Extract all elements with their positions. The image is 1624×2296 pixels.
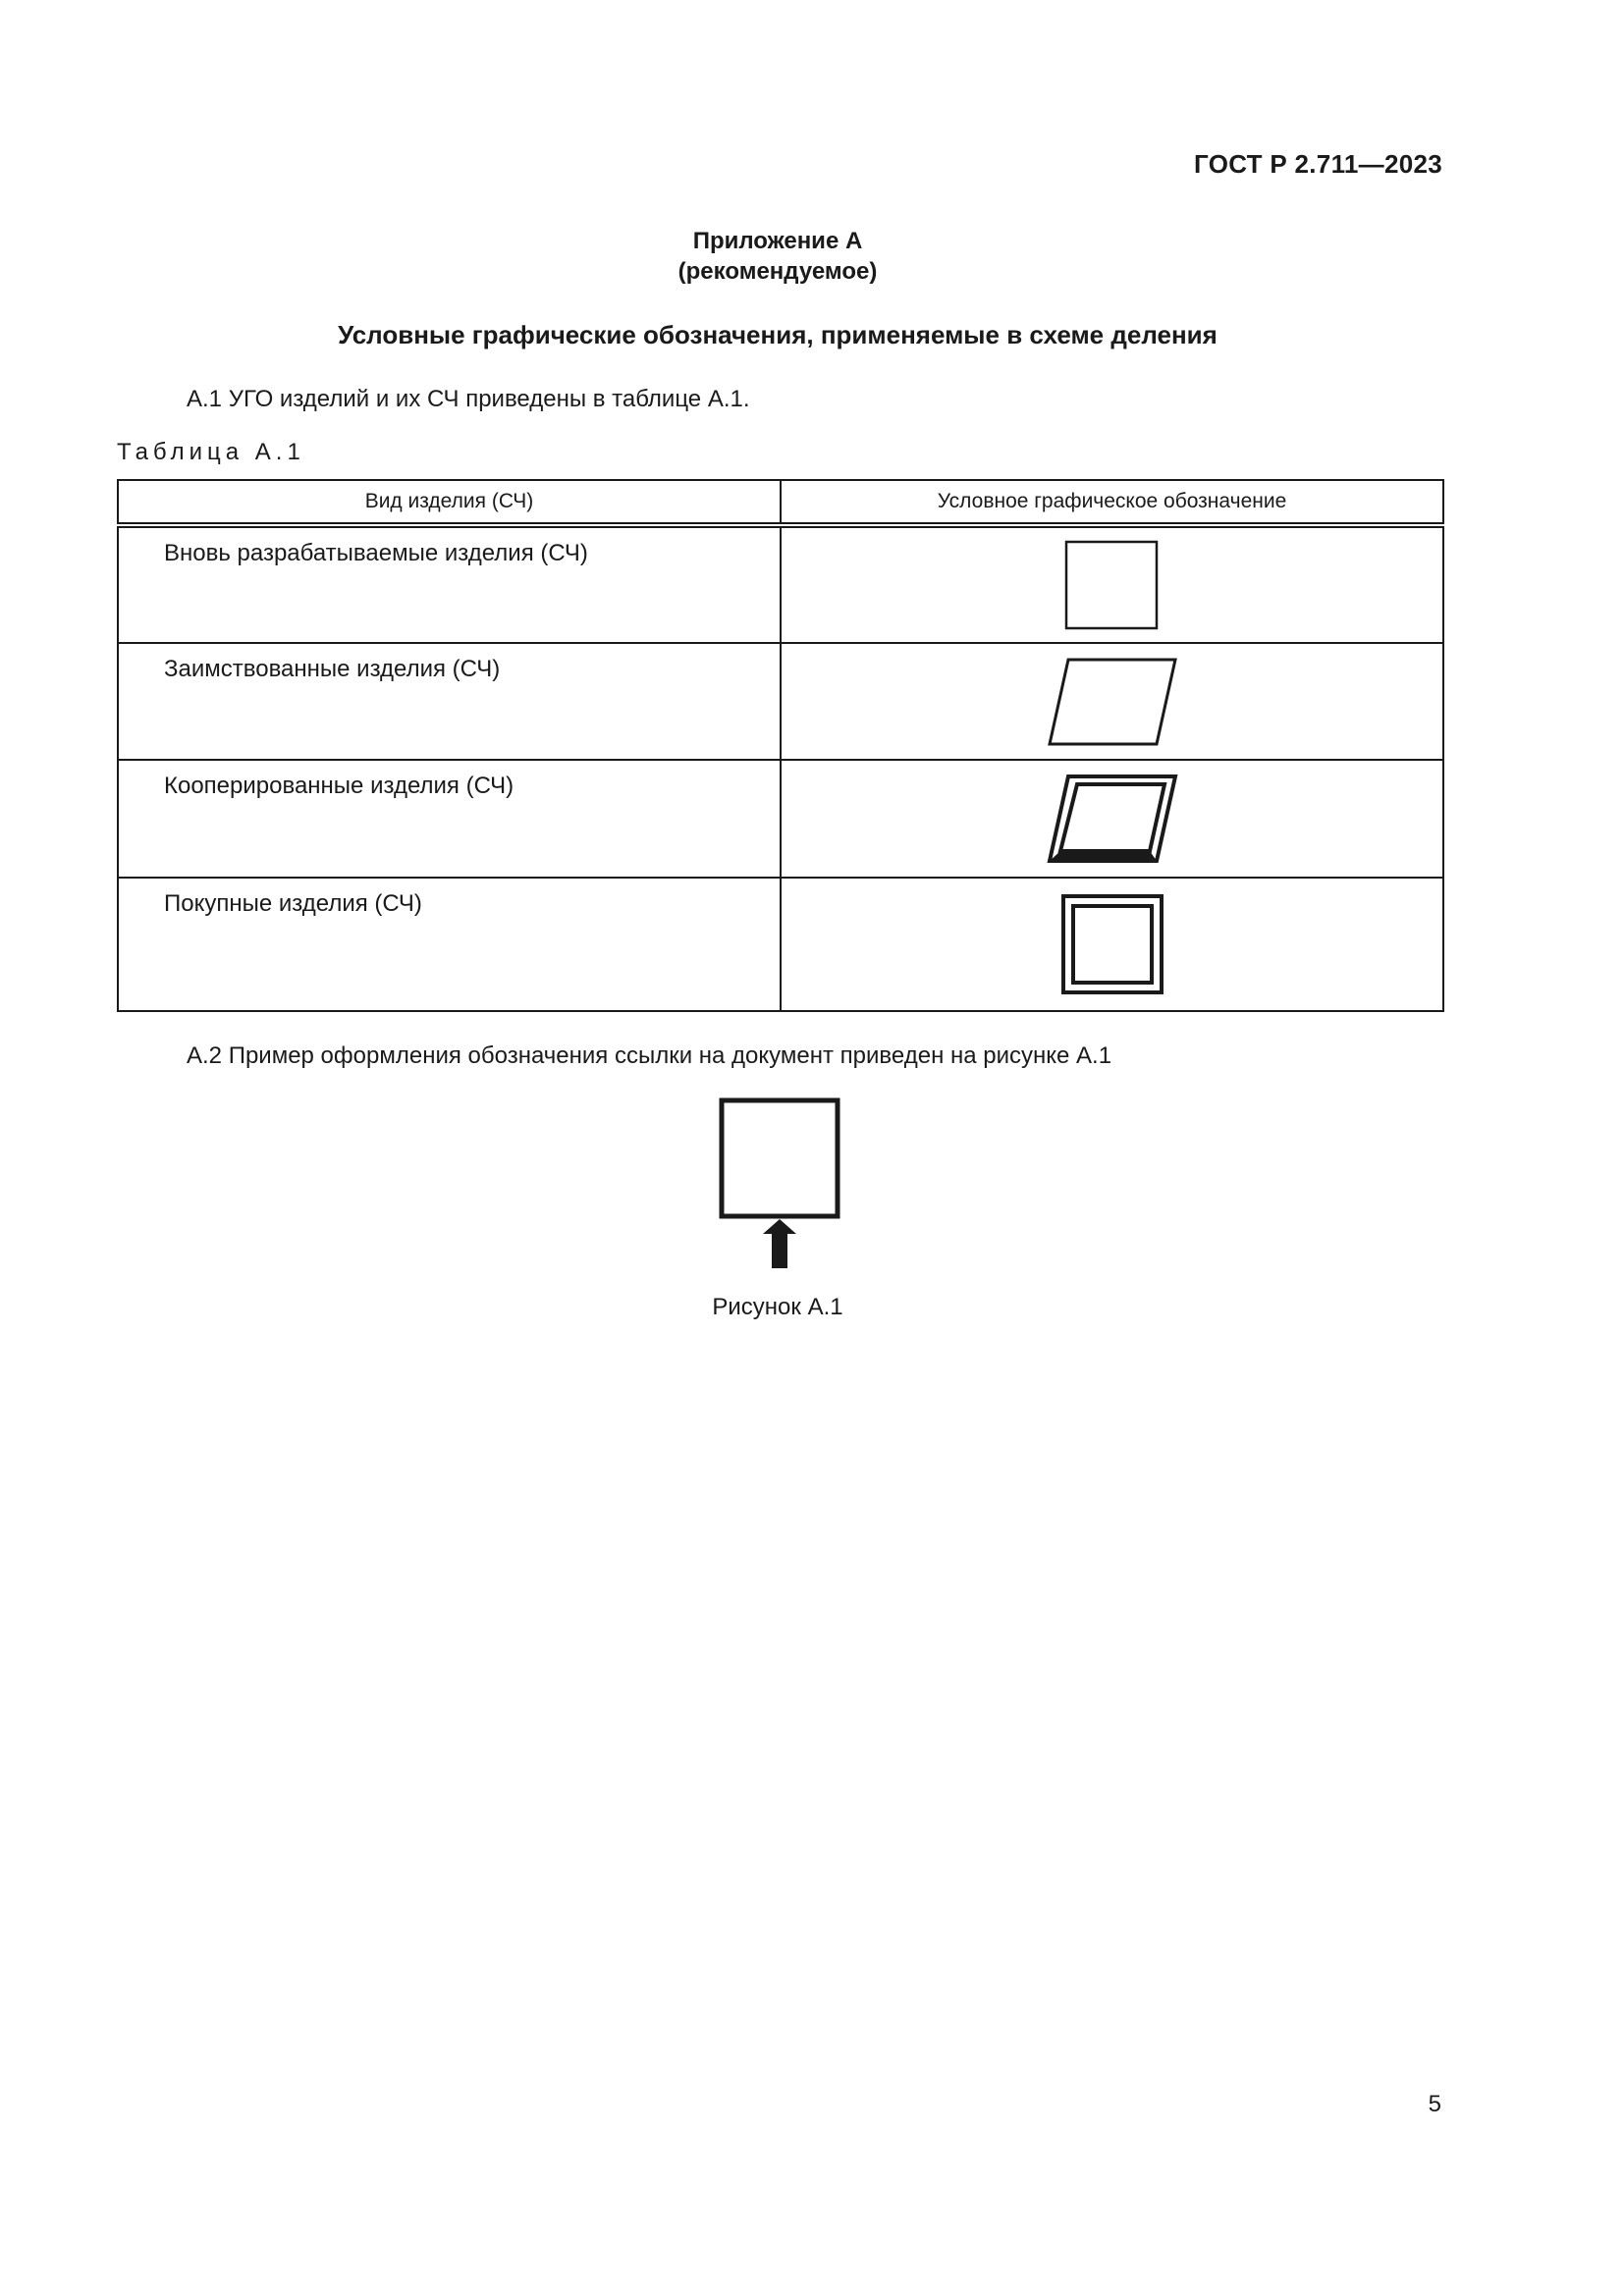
double-parallelogram-icon [1047,774,1178,864]
section-title: Условные графические обозначения, применяемые в схеме деления [338,320,1218,349]
column-header-symbol: Условное графическое обозначение [781,480,1443,525]
table-row [118,525,1443,643]
table-header-row [118,480,1443,525]
square-with-arrow-icon [707,1090,848,1276]
paragraph-a1: А.1 УГО изделий и их СЧ приведены в таблице А.1. [187,386,750,412]
table-row [118,760,1443,878]
row-kind-label: Кооперированные изделия (СЧ) [118,760,781,878]
document-id: ГОСТ Р 2.711—2023 [1194,149,1442,179]
appendix-subtitle: (рекомендуемое) [677,258,878,285]
table-row [118,643,1443,760]
row-symbol-cell [781,525,1443,643]
appendix-title: Приложение А [692,228,863,254]
symbols-table [117,479,1442,1012]
row-kind-label: Вновь разрабатываемые изделия (СЧ) [118,525,781,643]
row-symbol-cell [781,760,1443,878]
row-kind-label: Заимствованные изделия (СЧ) [118,643,781,760]
double-square-icon [1060,893,1164,995]
table-label: Таблица А.1 [117,439,305,465]
figure-caption: Рисунок А.1 [712,1294,843,1320]
row-kind-label: Покупные изделия (СЧ) [118,878,781,1011]
figure-a1 [707,1090,848,1281]
table-grid [117,479,1444,1012]
square-icon [1063,539,1162,631]
table-row [118,878,1443,1011]
row-symbol-cell [781,643,1443,760]
row-symbol-cell [781,878,1443,1011]
parallelogram-icon [1047,657,1178,747]
column-header-kind: Вид изделия (СЧ) [118,480,781,525]
page-number: 5 [1428,2091,1441,2117]
paragraph-a2: А.2 Пример оформления обозначения ссылки на документ приведен на рисунке А.1 [187,1042,1112,1069]
